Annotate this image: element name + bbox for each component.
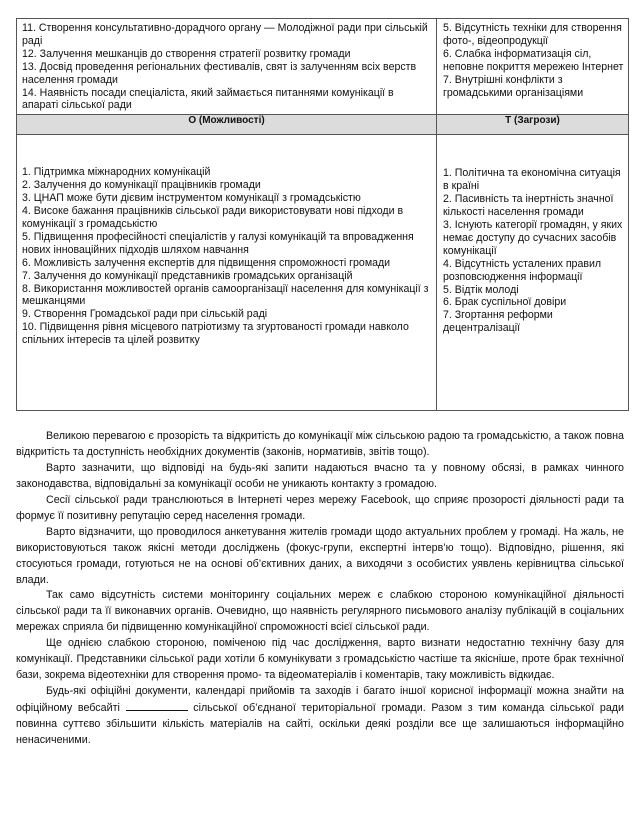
weaknesses-list <box>437 19 628 101</box>
list-item: 4. Високе бажання працівників сільської ради використовувати нові підходи в комунікації з громадськістю <box>22 205 404 230</box>
website-blank <box>126 700 188 711</box>
list-item: 7. Внутрішні конфлікти з громадськими організаціями <box>443 73 584 99</box>
paragraph <box>16 684 624 749</box>
list-item: 11. Створення консультативно-дорадчого органу — Молодіжної ради при сільській раді <box>22 22 428 47</box>
weaknesses-continued-cell <box>437 19 629 115</box>
threats-list <box>437 135 628 337</box>
list-item: 7. Згортання реформи децентралізації <box>443 309 553 335</box>
list-item: 12. Залучення мешканців до створення стратегії розвитку громади <box>22 47 351 60</box>
list-item: 5. Підвищення професійності спеціалістів у галузі комунікацій та впровадження нових інноваційних підходів шляхом навчання <box>22 230 414 256</box>
strengths-continued-cell <box>17 19 437 115</box>
paragraph: Сесії сільської ради транслюються в Інтернеті через мережу Facebook, що сприяє прозорості діяльності ради та формує її позитивну репутацію серед населення громади. <box>16 493 624 522</box>
list-item: 6. Можливість залучення експертів для підвищення спроможності громади <box>22 256 391 269</box>
list-item: 3. Існують категорії громадян, у яких немає доступу до сучасних засобів комунікації <box>443 218 623 257</box>
list-item: 13. Досвід проведення регіональних фестивалів, свят із залученням всіх верств населення громади <box>22 60 417 86</box>
list-item: 1. Підтримка міжнародних комунікацій <box>22 166 211 179</box>
list-item: 5. Відсутність техніки для створення фото-, відеопродукції <box>443 22 622 47</box>
header-row <box>17 115 629 135</box>
paragraph-part: Будь-які офіційні документи, календарі прийомів та заходів і багато іншої корисної інформації можна знайти на офіційному вебсайті <box>16 684 624 714</box>
paragraph: Так само відсутність системи моніторингу соціальних мереж є слабкою стороною комунікаційної діяльності сільської ради та її виконавчих органів. Очевидно, що наявність регулярного письмового аналізу публікацій в соціальних мережах сприяла би підвищенню комунікаційної спроможності всієї сільської ради. <box>16 589 624 634</box>
body-text <box>16 429 627 748</box>
list-item: 2. Пасивність та інертність значної кількості населення громади <box>443 193 614 219</box>
list-item: 2. Залучення до комунікації працівників громади <box>22 179 261 192</box>
list-item: 1. Політична та економічна ситуація в країні <box>443 167 621 193</box>
swot-table <box>16 18 629 411</box>
list-item: 10. Підвищення рівня місцевого патріотизму та згуртованості громади навколо спільних інтересів та цілей розвитку <box>22 321 409 347</box>
paragraph: Ще однією слабкою стороною, поміченою під час дослідження, варто визнати недостатню технічну базу для комунікації. Представники сільської ради хотіли б комунікувати з громадськістю частіше та якісніше, проте брак технічної бази, зокрема відеотехніки для створення промо- та відеоматеріалів і коментарів, таку можливість відкидає. <box>16 637 624 681</box>
list-item: 5. Відтік молоді <box>443 283 519 296</box>
opportunities-header: O (Можливості) <box>17 115 437 135</box>
opportunities-list <box>17 135 436 349</box>
paragraph-part: сільської об’єднаної територіальної громади. Разом з тим команда сільської ради повинна суттєво збільшити кількість матеріалів на сайті, оскільки деякі розділи все ще залишаються інформаційно ненасиченими. <box>16 701 624 746</box>
opportunities-cell <box>17 135 437 411</box>
weaknesses-row <box>17 19 629 115</box>
list-item: 6. Слабка інформатизація сіл, неповне покриття мережею Інтернет <box>443 47 624 73</box>
threats-cell <box>437 135 629 411</box>
list-item: 8. Використання можливостей органів самоорганізації населення для комунікації з мешканцями <box>22 282 429 308</box>
list-item: 9. Створення Громадської ради при сільській раді <box>22 308 268 321</box>
paragraph: Варто зазначити, що відповіді на будь-які запити надаються вчасно та у повному обсязі, в рамках чинного законодавства, відповідальні за комунікації особи не уникають контакту з громадою. <box>16 462 624 491</box>
list-item: 3. ЦНАП може бути дієвим інструментом комунікації з громадськістю <box>22 192 361 205</box>
strengths-list <box>17 19 436 114</box>
opportunities-threats-row <box>17 135 629 411</box>
list-item: 14. Наявність посади спеціаліста, який займається питаннями комунікації в апараті сільської ради <box>22 86 394 112</box>
paragraph: Варто відзначити, що проводилося анкетування жителів громади щодо актуальних проблем у громаді. На жаль, не використовуються також якісні методи досліджень (фокус-групи, експертні інтерв’ю тощо). Відповідно, рішення, які стосуються громади, готуються не на основі об’єктивних даних, а виходячи з особистих уявлень керівництва сільської влади. <box>16 525 624 586</box>
list-item: 4. Відсутність усталених правил розповсюдження інформації <box>443 257 602 283</box>
list-item: 7. Залучення до комунікації представників громадських організацій <box>22 269 353 282</box>
paragraph: Великою перевагою є прозорість та відкритість до комунікації між сільською радою та громадськістю, а також повна відкритість та доступність необхідних документів (законів, нормативів, звітів тощо). <box>16 430 624 459</box>
list-item: 6. Брак суспільної довіри <box>443 296 567 309</box>
threats-header: T (Загрози) <box>437 115 629 135</box>
